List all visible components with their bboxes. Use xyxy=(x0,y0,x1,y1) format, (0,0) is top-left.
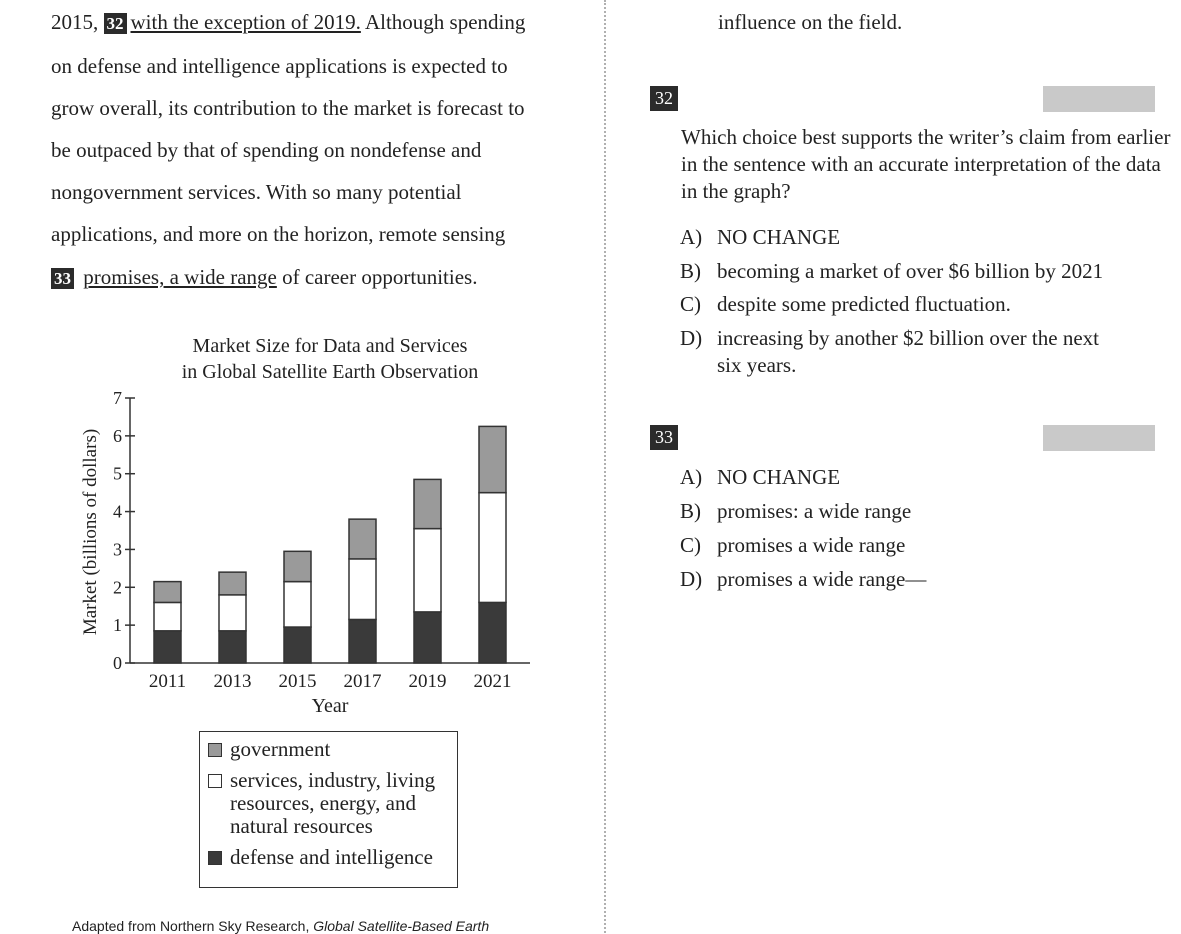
x-tick-label: 2021 xyxy=(473,671,512,692)
column-divider xyxy=(604,0,606,933)
questions-column xyxy=(612,0,1181,933)
bar-segment-2013-defense xyxy=(219,631,246,663)
y-tick-label: 6 xyxy=(113,425,122,446)
question-33-header xyxy=(650,425,678,450)
x-tick-label: 2013 xyxy=(213,671,252,692)
choice-letter: C) xyxy=(680,292,701,316)
source-title: Global Satellite-Based Earth xyxy=(313,918,490,934)
chart-bars xyxy=(154,426,506,663)
y-axis-label: Market (billions of dollars) xyxy=(80,428,101,636)
choice-32-d[interactable] xyxy=(680,325,1127,379)
bar-segment-2015-services xyxy=(284,582,311,627)
bar-segment-2019-defense xyxy=(414,612,441,663)
x-tick-label: 2017 xyxy=(343,671,382,692)
bar-segment-2011-defense xyxy=(154,631,181,663)
underlined-phrase-32[interactable]: with the exception of 2019. xyxy=(130,10,361,34)
y-tick-label: 1 xyxy=(113,615,122,636)
choice-letter: D) xyxy=(680,567,703,591)
question-33-marker[interactable]: 33 xyxy=(51,268,74,289)
bar-segment-2017-government xyxy=(349,519,376,559)
choice-33-a[interactable] xyxy=(680,464,1137,491)
y-tick-label: 7 xyxy=(113,388,122,408)
x-tick-label: 2015 xyxy=(278,671,317,692)
choice-letter: A) xyxy=(680,465,703,489)
passage-text: Although spending xyxy=(364,10,526,34)
bar-segment-2017-defense xyxy=(349,619,376,663)
legend-label xyxy=(230,769,435,838)
bar-segment-2017-services xyxy=(349,559,376,620)
source-text: Adapted from Northern Sky Research, xyxy=(72,918,314,934)
bar-segment-2011-government xyxy=(154,582,181,603)
choice-33-d[interactable] xyxy=(680,566,1137,593)
choice-letter: A) xyxy=(680,225,703,249)
y-tick-label: 5 xyxy=(113,463,122,484)
legend-label: government xyxy=(230,737,331,761)
choice-32-c[interactable] xyxy=(680,291,1137,318)
x-axis-label: Year xyxy=(311,695,349,717)
legend-label-line: natural resources xyxy=(230,814,373,838)
choice-letter: D) xyxy=(680,326,703,350)
passage-text: 2015, xyxy=(51,10,99,34)
bar-segment-2013-government xyxy=(219,572,246,595)
choice-text: despite some predicted fluctuation. xyxy=(717,292,1011,316)
question-32-header xyxy=(650,86,678,111)
legend-swatch-services xyxy=(208,774,222,788)
passage-line-5: nongovernment services. With so many potential xyxy=(51,180,462,204)
legend-label: defense and intelligence xyxy=(230,845,433,869)
bar-segment-2019-government xyxy=(414,479,441,528)
previous-choice-continuation: influence on the field. xyxy=(718,10,903,34)
choice-text: NO CHANGE xyxy=(717,465,841,489)
y-tick-label: 0 xyxy=(113,653,122,673)
legend-item-services xyxy=(208,769,449,838)
choice-text: NO CHANGE xyxy=(717,225,841,249)
x-tick-label: 2019 xyxy=(408,671,447,692)
choice-text: increasing by another $2 billion over the next six years. xyxy=(717,326,1099,377)
bar-segment-2015-defense xyxy=(284,627,311,663)
chart-axes xyxy=(130,398,530,663)
choice-letter: B) xyxy=(680,499,701,523)
bar-segment-2021-government xyxy=(479,426,506,492)
passage-line-7 xyxy=(51,265,477,290)
legend-swatch-government xyxy=(208,743,222,757)
legend-item-defense xyxy=(208,846,449,869)
choice-33-c[interactable] xyxy=(680,532,1137,559)
passage-line-6: applications, and more on the horizon, remote sensing xyxy=(51,222,506,246)
legend-label-line: resources, energy, and xyxy=(230,791,417,815)
chart-source xyxy=(72,918,489,934)
question-32-number[interactable]: 32 xyxy=(650,86,678,111)
bar-segment-2013-services xyxy=(219,595,246,631)
y-tick-label: 3 xyxy=(113,539,122,560)
passage-line-1 xyxy=(51,10,525,35)
choice-text: promises a wide range xyxy=(717,533,906,557)
legend-item-government xyxy=(208,738,449,761)
y-tick-label: 2 xyxy=(113,577,122,598)
choice-text: promises: a wide range xyxy=(717,499,912,523)
legend-swatch-defense xyxy=(208,851,222,865)
question-33-tools-placeholder xyxy=(1043,425,1155,451)
chart-title-line-1: Market Size for Data and Services xyxy=(192,335,468,357)
question-32-marker[interactable]: 32 xyxy=(104,13,127,34)
bar-segment-2021-services xyxy=(479,493,506,603)
choice-33-b[interactable] xyxy=(680,498,1137,525)
underlined-phrase-33[interactable]: promises, a wide range xyxy=(83,265,277,289)
bar-segment-2015-government xyxy=(284,551,311,581)
passage-text: of career opportunities. xyxy=(282,265,478,289)
passage-line-4: be outpaced by that of spending on nondefense and xyxy=(51,138,482,162)
choice-text: becoming a market of over $6 billion by 2021 xyxy=(717,259,1104,283)
bar-segment-2011-services xyxy=(154,602,181,630)
passage-line-2: on defense and intelligence applications is expected to xyxy=(51,54,508,78)
question-32-stem: Which choice best supports the writer’s claim from earlier in the sentence with an accurate interpretation of the data in the graph? xyxy=(681,125,1171,203)
chart-legend xyxy=(199,731,458,888)
bar-segment-2021-defense xyxy=(479,602,506,663)
passage-line-3: grow overall, its contribution to the market is forecast to xyxy=(51,96,525,120)
choice-32-b[interactable] xyxy=(680,258,1137,285)
choice-32-a[interactable] xyxy=(680,224,1137,251)
legend-label-line: services, industry, living xyxy=(230,768,436,792)
y-tick-label: 4 xyxy=(113,501,122,522)
chart-title-line-2: in Global Satellite Earth Observation xyxy=(181,361,479,383)
choice-text: promises a wide range— xyxy=(717,567,927,591)
question-33-number[interactable]: 33 xyxy=(650,425,678,450)
choice-letter: C) xyxy=(680,533,701,557)
x-tick-label: 2011 xyxy=(148,671,187,692)
choice-letter: B) xyxy=(680,259,701,283)
bar-segment-2019-services xyxy=(414,529,441,612)
market-size-chart xyxy=(60,328,540,723)
question-32-tools-placeholder xyxy=(1043,86,1155,112)
